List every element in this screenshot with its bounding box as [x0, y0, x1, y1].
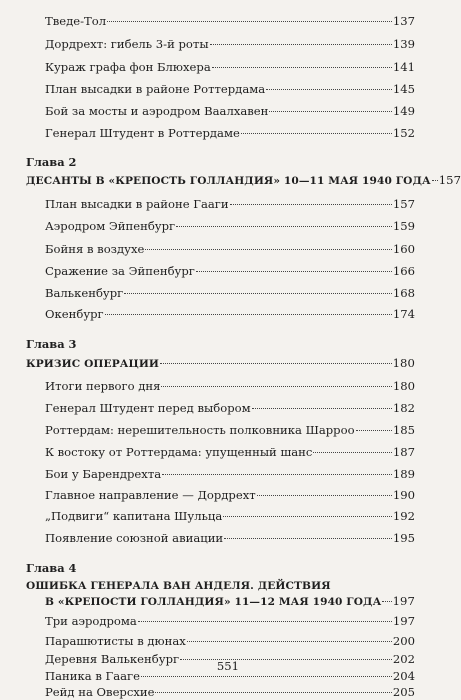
- chapter-title: [45, 594, 415, 610]
- chapter-title: [26, 173, 461, 189]
- toc-entry: [45, 307, 415, 322]
- toc-entry-title: Парашютисты в дюнах: [45, 634, 186, 648]
- toc-entry-page: 205: [392, 685, 415, 699]
- toc-entry-title: Бои у Барендрехта: [45, 467, 162, 481]
- dot-leader: [160, 363, 392, 364]
- toc-entry-page: 192: [392, 509, 415, 523]
- dot-leader: [252, 408, 392, 409]
- toc-entry-title: Валькенбург: [45, 286, 124, 300]
- toc-entry-page: 182: [392, 401, 415, 415]
- dot-leader: [124, 293, 392, 294]
- chapter-title-text: КРИЗИС ОПЕРАЦИИ: [26, 358, 160, 370]
- toc-entry-page: 166: [392, 264, 415, 278]
- dot-leader: [223, 516, 392, 517]
- toc-entry-title: Окенбург: [45, 307, 104, 321]
- toc-entry-title: План высадки в районе Роттердама: [45, 82, 266, 96]
- dot-leader: [212, 67, 392, 68]
- toc-entry-page: 174: [392, 307, 415, 321]
- toc-entry: [45, 379, 415, 394]
- toc-entry-title: Итоги первого дня: [45, 379, 161, 393]
- dot-leader: [230, 204, 392, 205]
- toc-entry: [45, 509, 415, 524]
- toc-entry: [45, 401, 415, 416]
- toc-entry: [45, 531, 415, 546]
- dot-leader: [105, 314, 392, 315]
- toc-entry-title: Бойня в воздухе: [45, 242, 145, 256]
- dot-leader: [257, 495, 392, 496]
- toc-entry-title: Кураж графа фон Блюхера: [45, 60, 211, 74]
- chapter-title-page: 197: [392, 594, 415, 608]
- chapter-title-line1: ОШИБКА ГЕНЕРАЛА ВАН АНДЕЛЯ. ДЕЙСТВИЯ: [26, 580, 331, 592]
- toc-entry-title: К востоку от Роттердама: упущенный шанс: [45, 445, 313, 459]
- chapter-title-page: 157: [438, 173, 461, 187]
- toc-entry-page: 204: [392, 669, 415, 683]
- chapter-title-page: 180: [392, 356, 415, 370]
- toc-entry-title: Бой за мосты и аэродром Ваалхавен: [45, 104, 269, 118]
- toc-entry: [45, 488, 415, 503]
- toc-entry-title: Тведе-Тол: [45, 14, 107, 28]
- chapter-title-text: ДЕСАНТЫ В «КРЕПОСТЬ ГОЛЛАНДИЯ» 10—11 МАЯ 1940 ГОДА: [26, 175, 431, 187]
- toc-entry-page: 189: [392, 467, 415, 481]
- toc-entry: [45, 14, 415, 29]
- toc-entry: [45, 685, 415, 700]
- toc-entry: [45, 37, 415, 52]
- toc-entry-page: 145: [392, 82, 415, 96]
- toc-entry-title: Деревня Валькенбург: [45, 652, 180, 666]
- toc-entry: [45, 467, 415, 482]
- toc-entry: [45, 423, 415, 438]
- toc-entry-title: Дордрехт: гибель 3-й роты: [45, 37, 209, 51]
- dot-leader: [176, 226, 392, 227]
- dot-leader: [224, 538, 392, 539]
- toc-entry-page: 139: [392, 37, 415, 51]
- toc-entry-title: „Подвиги“ капитана Шульца: [45, 509, 223, 523]
- toc-entry-page: 185: [392, 423, 415, 437]
- dot-leader: [138, 621, 392, 622]
- dot-leader: [356, 430, 392, 431]
- toc-entry: [45, 104, 415, 119]
- toc-entry: [45, 219, 415, 234]
- dot-leader: [269, 111, 391, 112]
- toc-entry-title: Паника в Гааге: [45, 669, 140, 683]
- toc-entry-page: 200: [392, 634, 415, 648]
- toc-entry: [45, 197, 415, 212]
- dot-leader: [210, 44, 392, 45]
- dot-leader: [162, 474, 392, 475]
- chapter-heading: Глава 2: [26, 155, 77, 169]
- toc-entry-title: Рейд на Оверсхие: [45, 685, 155, 699]
- toc-entry-title: Три аэродрома: [45, 614, 137, 628]
- toc-entry-title: Генерал Штудент в Роттердаме: [45, 126, 240, 140]
- toc-entry-title: Сражение за Эйпенбург: [45, 264, 195, 278]
- toc-entry: [45, 264, 415, 279]
- dot-leader: [266, 89, 392, 90]
- toc-entry-page: 197: [392, 614, 415, 628]
- dot-leader: [107, 21, 392, 22]
- toc-entry-title: Роттердам: нерешительность полковника Шарроо: [45, 423, 355, 437]
- toc-entry-title: Появление союзной авиации: [45, 531, 224, 545]
- toc-entry-page: 141: [392, 60, 415, 74]
- toc-entry: [45, 445, 415, 460]
- toc-entry: [45, 60, 415, 75]
- toc-entry-page: 157: [392, 197, 415, 211]
- chapter-heading: Глава 3: [26, 337, 77, 351]
- dot-leader: [382, 601, 391, 602]
- toc-entry-page: 160: [392, 242, 415, 256]
- toc-entry-page: 190: [392, 488, 415, 502]
- dot-leader: [313, 452, 391, 453]
- toc-entry-page: 137: [392, 14, 415, 28]
- toc-entry: [45, 286, 415, 301]
- chapter-heading: Глава 4: [26, 561, 77, 575]
- toc-entry-page: 168: [392, 286, 415, 300]
- toc-entry: [45, 126, 415, 141]
- dot-leader: [241, 133, 392, 134]
- toc-entry-title: Главное направление — Дордрехт: [45, 488, 256, 502]
- dot-leader: [161, 386, 391, 387]
- toc-entry-page: 149: [392, 104, 415, 118]
- toc-entry-page: 202: [392, 652, 415, 666]
- dot-leader: [141, 676, 392, 677]
- toc-entry-page: 195: [392, 531, 415, 545]
- toc-entry: [45, 634, 415, 649]
- dot-leader: [196, 271, 392, 272]
- toc-entry: [45, 614, 415, 629]
- toc-entry-page: 187: [392, 445, 415, 459]
- toc-entry-page: 159: [392, 219, 415, 233]
- dot-leader: [432, 180, 438, 181]
- dot-leader: [187, 641, 392, 642]
- chapter-title-text: В «КРЕПОСТИ ГОЛЛАНДИЯ» 11—12 МАЯ 1940 ГОДА: [45, 596, 382, 608]
- toc-entry-page: 180: [392, 379, 415, 393]
- toc-entry: [45, 82, 415, 97]
- chapter-title: [26, 356, 415, 372]
- toc-entry-title: Аэродром Эйпенбург: [45, 219, 176, 233]
- page-number: 551: [216, 659, 240, 673]
- toc-entry: [45, 242, 415, 257]
- toc-entry-page: 152: [392, 126, 415, 140]
- toc-entry-title: План высадки в районе Гааги: [45, 197, 229, 211]
- toc-entry-title: Генерал Штудент перед выбором: [45, 401, 251, 415]
- dot-leader: [155, 692, 391, 693]
- dot-leader: [145, 249, 392, 250]
